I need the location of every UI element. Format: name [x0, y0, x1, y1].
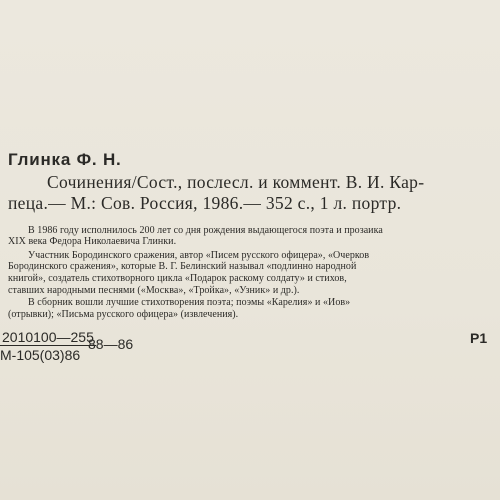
fraction-rule [0, 345, 96, 346]
annotation-line: ставших народными песнями («Москва», «Тройка», «Узник» и др.). [8, 285, 300, 296]
annotation-line: Бородинского сражения», которые В. Г. Белинский называл «подлинно народной [8, 261, 357, 272]
annotation-line: Участник Бородинского сражения, автор «Писем русского офицера», «Очерков [28, 250, 370, 261]
annotation-line: В 1986 году исполнилось 200 лет со дня рождения выдающегося поэта и прозаика [28, 225, 383, 236]
classification-denominator: М-105(03)86 [0, 347, 81, 363]
annotation-line: XIX века Федора Николаевича Глинки. [8, 236, 177, 247]
classification-numerator: 2010100—255 [2, 329, 94, 345]
author-name: Глинка Ф. Н. [8, 150, 122, 169]
classification-mark: Р1 [470, 330, 488, 346]
classification-range: 88—86 [88, 336, 134, 352]
bibliographic-description-line-1: Сочинения/Сост., послесл. и коммент. В. И. Кар- [47, 172, 425, 192]
annotation-line: (отрывки); «Письма русского офицера» (извлечения). [8, 309, 239, 320]
annotation-line: В сборник вошли лучшие стихотворения поэта; поэмы «Карелия» и «Иов» [28, 297, 351, 308]
bibliographic-description-line-2: пеца.— М.: Сов. Россия, 1986.— 352 с., 1 л. портр. [8, 193, 402, 213]
annotation-line: книгой», создатель стихотворного цикла «Подарок раскому солдату» и стихов, [8, 273, 347, 284]
